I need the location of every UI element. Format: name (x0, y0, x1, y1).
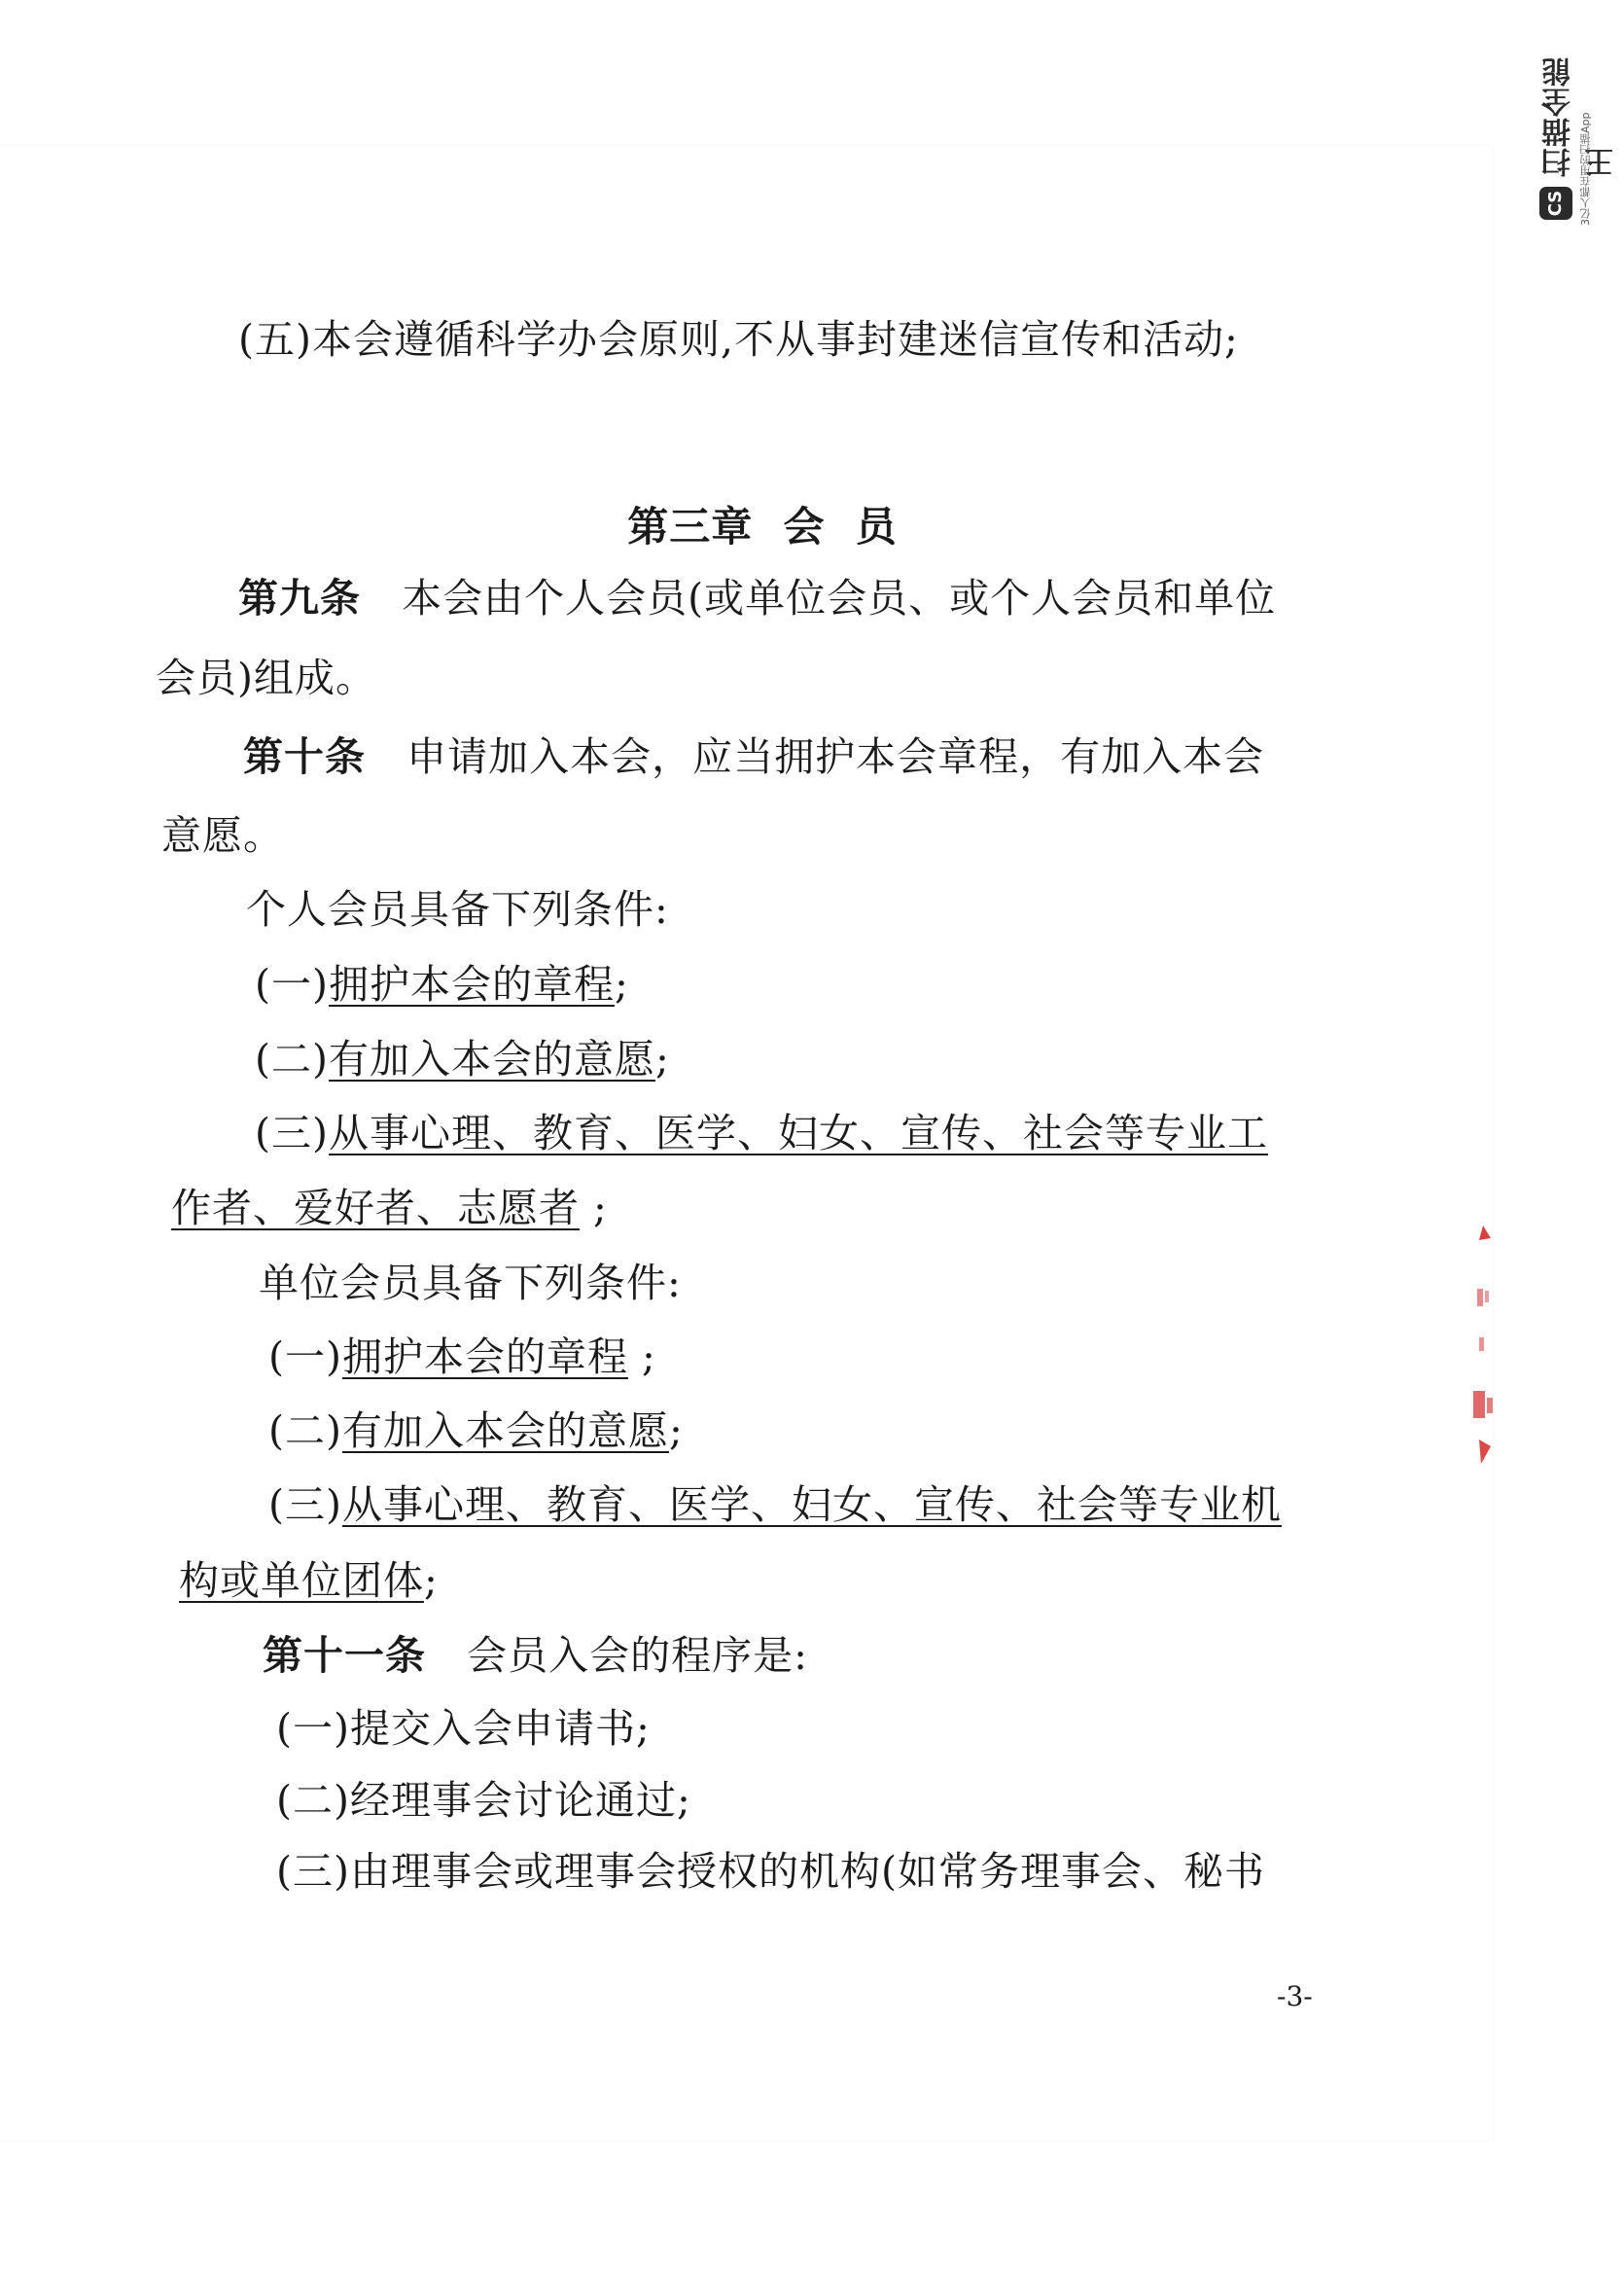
unit-3-continued-text: 构或单位团体 (179, 1557, 424, 1604)
unit-3-end: ; (424, 1557, 439, 1604)
clause-five-text: (五)本会遵循科学办会原则,不从事封建迷信宣传和活动; (238, 316, 1239, 363)
unit-conditions-intro (259, 1257, 682, 1309)
ind-2-text: 有加入本会的意愿 (329, 1036, 655, 1083)
scanner-watermark (1536, 31, 1619, 226)
ind-3-end: ; (593, 1185, 608, 1231)
article-9-continued-text: 会员)组成。 (156, 655, 376, 701)
article-10-continued (161, 809, 284, 862)
procedure-2 (276, 1774, 691, 1827)
unit-3-number: (三) (268, 1481, 342, 1528)
chapter-title (597, 448, 898, 553)
individual-condition-2 (255, 1033, 670, 1085)
unit-3-text: 从事心理、教育、医学、妇女、宣传、社会等专业机 (342, 1481, 1282, 1528)
watermark-title: 扫描全能王 (1542, 56, 1619, 177)
unit-condition-2 (268, 1404, 684, 1457)
ind-1-end: ; (615, 961, 629, 1008)
unit-1-end: ; (642, 1333, 656, 1380)
individual-condition-3-continued (171, 1182, 608, 1234)
article-10-continued-text: 意愿。 (161, 812, 284, 859)
individual-condition-3 (255, 1107, 1268, 1159)
individual-conditions-intro (246, 883, 669, 936)
unit-condition-3 (268, 1478, 1282, 1531)
unit-2-end: ; (669, 1407, 684, 1454)
unit-1-text: 拥护本会的章程 (342, 1333, 628, 1380)
article-11 (263, 1629, 808, 1682)
clause-five (238, 313, 1239, 366)
article-11-label: 第十一条 (263, 1632, 426, 1679)
procedure-1-text: (一)提交入会申请书; (276, 1705, 651, 1752)
article-9-continued (156, 652, 376, 704)
chapter-title-text: 第三章 会 员 (627, 503, 898, 551)
ind-1-text: 拥护本会的章程 (329, 961, 615, 1008)
procedure-2-text: (二)经理事会讨论通过; (276, 1777, 691, 1824)
individual-intro-text: 个人会员具备下列条件: (246, 886, 669, 933)
ind-3-text: 从事心理、教育、医学、妇女、宣传、社会等专业工 (329, 1110, 1268, 1156)
article-10-label: 第十条 (243, 733, 366, 780)
ind-2-number: (二) (255, 1036, 329, 1083)
ind-2-end: ; (655, 1036, 670, 1083)
watermark-subtitle: 3亿人都在用的扫描App (1579, 112, 1592, 226)
ind-1-number: (一) (255, 961, 329, 1008)
article-11-text: 会员入会的程序是: (467, 1632, 808, 1679)
article-9-label: 第九条 (238, 575, 361, 622)
unit-intro-text: 单位会员具备下列条件: (259, 1260, 682, 1306)
unit-2-text: 有加入本会的意愿 (342, 1407, 669, 1454)
article-10 (243, 730, 1264, 783)
watermark-badge: CS (1539, 187, 1572, 220)
procedure-1 (276, 1702, 651, 1755)
ind-3-number: (三) (255, 1110, 329, 1156)
article-9-text: 本会由个人会员(或单位会员、或个人会员和单位 (402, 575, 1277, 622)
procedure-3 (276, 1845, 1265, 1898)
unit-condition-3-continued (179, 1554, 439, 1607)
red-seal-fragment (1464, 1221, 1502, 1474)
unit-condition-1 (268, 1331, 656, 1383)
procedure-3-text: (三)由理事会或理事会授权的机构(如常务理事会、秘书 (276, 1848, 1265, 1895)
individual-condition-1 (255, 958, 629, 1011)
article-10-text: 申请加入本会，应当拥护本会章程，有加入本会 (406, 733, 1265, 780)
unit-2-number: (二) (268, 1407, 342, 1454)
page-number: -3- (1277, 1980, 1313, 2012)
ind-3-continued-text: 作者、爱好者、志愿者 (171, 1185, 580, 1231)
unit-1-number: (一) (268, 1333, 342, 1380)
article-9 (238, 572, 1276, 624)
